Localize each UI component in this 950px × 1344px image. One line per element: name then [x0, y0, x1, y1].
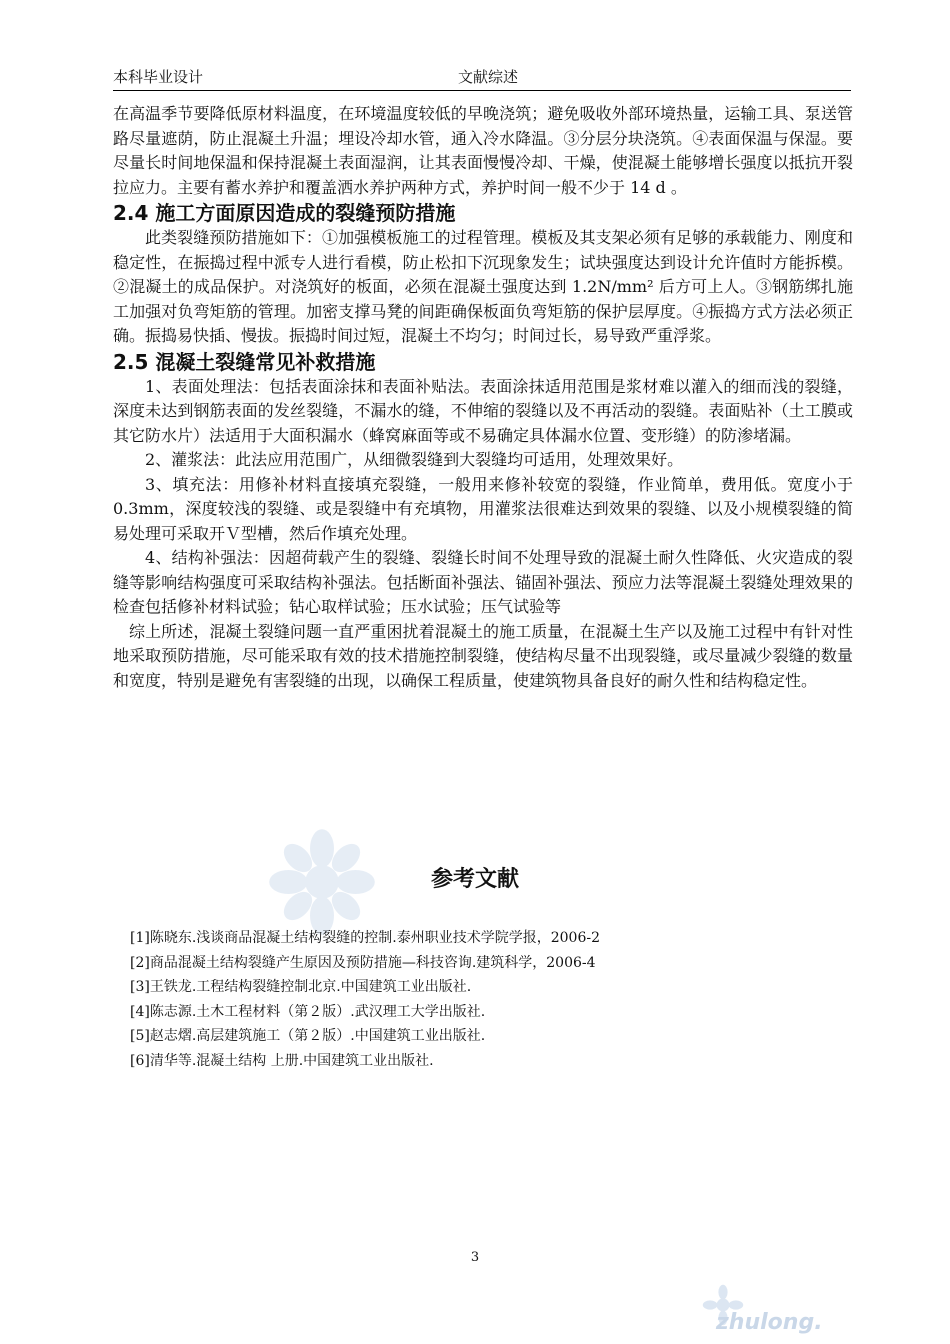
reference-item: [6]清华等.混凝土结构 上册.中国建筑工业出版社. [130, 1052, 434, 1069]
paragraph-2-5-item-4: 4、结构补强法：因超荷载产生的裂缝、裂缝长时间不处理导致的混凝土耐久性降低、火灾造成的裂缝等影响结构强度可采取结构补强法。包括断面补强法、锚固补强法、预应力法等混凝土裂缝处理效果的检查包括修补材料试验；钻心取样试验；压水试验；压气试验等 [113, 548, 853, 616]
paragraph-2-5-item-1: 1、表面处理法：包括表面涂抹和表面补贴法。表面涂抹适用范围是浆材难以灌入的细而浅的裂缝，深度未达到钢筋表面的发丝裂缝，不漏水的缝，不伸缩的裂缝以及不再活动的裂缝。表面贴补（土工膜或其它防水片）法适用于大面积漏水（蜂窝麻面等或不易确定具体漏水位置、变形缝）的防渗堵漏。 [113, 376, 853, 445]
paragraph-intro: 在高温季节要降低原材料温度，在环境温度较低的早晚浇筑；避免吸收外部环境热量，运输工具、泵送管路尽量遮荫，防止混凝土升温；埋设冷却水管，通入冷水降温。③分层分块浇筑。④表面保温与保湿。要尽量长时间地保温和保持混凝土表面湿润，让其表面慢慢冷却、干燥，使混凝土能够增长强度以抵抗开裂拉应力。主要有蓄水养护和覆盖洒水养护两种方式，养护时间一般不少于 14 d 。 [113, 104, 853, 197]
watermark-brand-text: zhulong. [716, 1310, 823, 1335]
page-header [113, 66, 851, 91]
reference-item: [2]商品混凝土结构裂缝产生原因及预防措施—科技咨询.建筑科学，2006-4 [130, 954, 596, 971]
paragraph-2-4: 此类裂缝预防措施如下：①加强模板施工的过程管理。模板及其支架必须有足够的承载能力、刚度和稳定性，在振捣过程中派专人进行看模，防止松扣下沉现象发生；试块强度达到设计允许值时方能拆模。②混凝土的成品保护。对浇筑好的板面，必须在混凝土强度达到 1.2N/mm² 后方可上人。③钢筋绑扎施工加强对负弯矩筋的管理。加密支撑马凳的间距确保板面负弯矩筋的保护层厚度。④振捣方式方法必须正确。振捣易快插、慢拔。振捣时间过短，混凝土不均匀；时间过长，易导致严重浮浆。 [113, 228, 853, 345]
reference-item: [5]赵志熠.高层建筑施工（第２版）.中国建筑工业出版社. [130, 1028, 486, 1044]
reference-item: [3]王铁龙.工程结构裂缝控制北京.中国建筑工业出版社. [130, 979, 472, 995]
paragraph-2-5-item-2: 2、灌浆法：此法应用范围广，从细微裂缝到大裂缝均可适用，处理效果好。 [145, 450, 684, 469]
reference-item: [1]陈晓东.浅谈商品混凝土结构裂缝的控制.泰州职业技术学院学报，2006-2 [130, 930, 600, 946]
header-center-text: 文献综述 [458, 68, 519, 86]
header-left-text: 本科毕业设计 [113, 68, 204, 86]
references-list [130, 926, 830, 1073]
section-heading-2-5: 2.5 混凝土裂缝常见补救措施 [113, 349, 376, 374]
paragraph-conclusion: 综上所述，混凝土裂缝问题一直严重困扰着混凝土的施工质量，在混凝土生产以及施工过程中有针对性地采取预防措施，尽可能采取有效的技术措施控制裂缝，使结构尽量不出现裂缝，或尽量减少裂缝的数量和宽度，特别是避免有害裂缝的出现，以确保工程质量，使建筑物具备良好的耐久性和结构稳定性。 [113, 621, 853, 690]
paragraph-2-5-item-3: 3、填充法：用修补材料直接填充裂缝，一般用来修补较宽的裂缝，作业简单，费用低。宽度小于 0.3mm，深度较浅的裂缝、或是裂缝中有充填物，用灌浆法很难达到效果的裂缝、以及小规模裂缝的简易处理可采取开Ｖ型槽，然后作填充处理。 [113, 474, 853, 543]
section-heading-2-4: 2.4 施工方面原因造成的裂缝预防措施 [113, 201, 456, 225]
document-body [113, 102, 853, 693]
page-number: 3 [470, 1250, 480, 1265]
reference-item: [4]陈志源.土木工程材料（第２版）.武汉理工大学出版社. [130, 1003, 486, 1020]
references-title: 参考文献 [430, 867, 519, 892]
